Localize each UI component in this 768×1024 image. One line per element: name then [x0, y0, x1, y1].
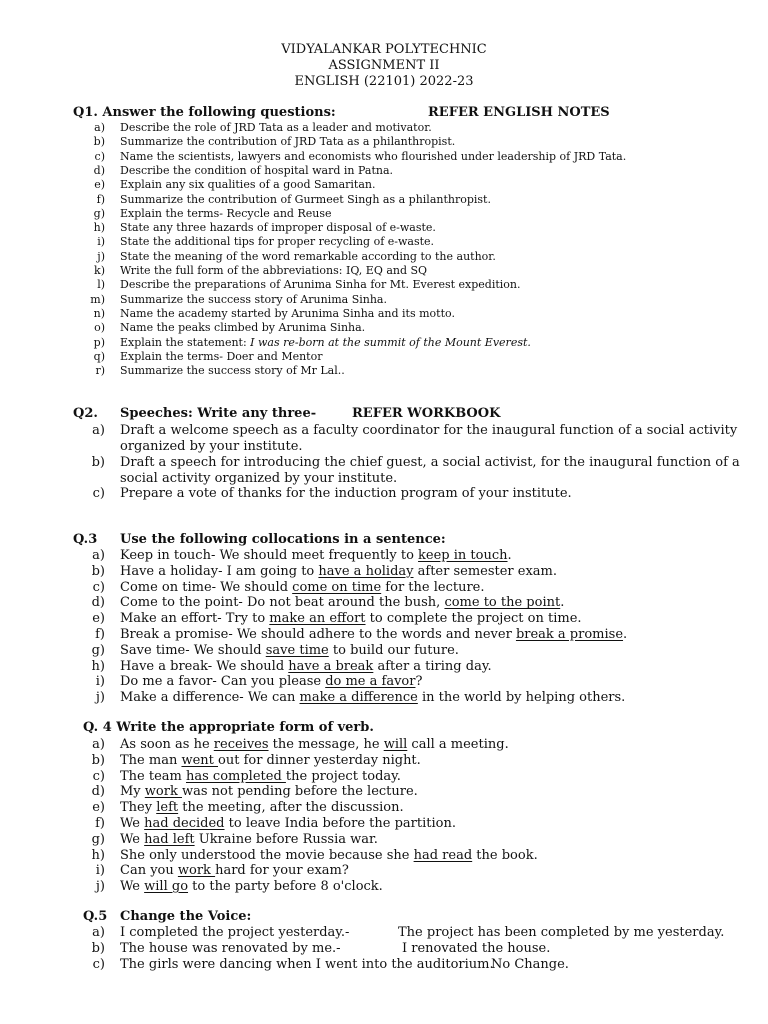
underlined-answer: make an effort [269, 611, 366, 627]
item-label: c) [92, 768, 105, 784]
item-label: h) [93, 221, 105, 235]
item-sentence [120, 627, 627, 642]
underlined-answer: have a break [288, 658, 374, 674]
item-label: f) [96, 192, 105, 206]
item-text: I completed the project yesterday.- [120, 925, 350, 940]
item-sentence [120, 832, 378, 847]
underlined-answer: has completed [186, 768, 286, 784]
item-label: b) [91, 752, 105, 768]
sentence-start: Save time- We should [120, 642, 266, 658]
item-text-line: Prepare a vote of thanks for the induction program of your institute. [120, 486, 572, 501]
text: Summarize the success story of Mr Lal.. [120, 364, 345, 378]
item-label: e) [92, 800, 105, 816]
underlined-answer: do me a favor [325, 674, 416, 690]
item-text [120, 307, 455, 320]
sentence-end: . [560, 595, 565, 611]
text: Name the academy started by Arunima Sinha and its motto. [120, 306, 455, 320]
underlined-answer: will go [144, 879, 189, 895]
item-sentence [120, 690, 625, 705]
assignment-title: ASSIGNMENT II [328, 58, 440, 73]
underlined-answer: have a holiday [318, 563, 414, 579]
underlined-answer: keep in touch [418, 548, 508, 563]
sentence-end: to the party before 8 o'clock. [188, 879, 383, 895]
underlined-answer: save time [265, 642, 329, 658]
text: Explain the terms- Recycle and Reuse [120, 206, 332, 220]
sentence-end: to complete the project on time. [365, 611, 582, 627]
text: Summarize the contribution of JRD Tata as a philanthropist. [120, 135, 456, 149]
sentence-end: to build our future. [328, 642, 459, 658]
item-text [120, 178, 375, 191]
sentence-start: Do me a favor- Can you please [120, 674, 326, 690]
item-sentence [120, 674, 422, 689]
item-sentence [120, 848, 538, 863]
item-text [120, 321, 365, 334]
item-label: j) [95, 879, 105, 895]
italic-quote: I was re-born at the summit of the Mount Everest. [250, 335, 531, 349]
item-answer: The project has been completed by me yesterday. [398, 925, 725, 940]
item-text [120, 121, 432, 134]
text: Explain the statement: [120, 335, 251, 349]
item-sentence [120, 611, 582, 626]
sentence-start: As soon as he [120, 737, 214, 752]
item-sentence [120, 784, 418, 799]
text: Summarize the contribution of Gurmeet Singh as a philanthropist. [120, 192, 491, 206]
sentence-start: We [120, 831, 145, 847]
item-label: i) [97, 235, 105, 249]
sentence-start: Can you [120, 863, 178, 879]
item-label: d) [91, 784, 105, 800]
sentence-end: was not pending before the lecture. [181, 784, 418, 800]
item-label: f) [95, 627, 105, 642]
sentence-start: Make an effort- Try to [120, 611, 270, 627]
item-label: a) [92, 925, 105, 940]
sentence-end: Ukraine before Russia war. [194, 831, 378, 847]
item-label: d) [93, 163, 105, 177]
sentence-end: hard for your exam? [215, 863, 349, 879]
sentence-end: in the world by helping others. [417, 690, 626, 706]
item-text [120, 350, 323, 363]
q2-title: Speeches: Write any three- [120, 406, 317, 421]
item-text [120, 364, 345, 377]
item-text [120, 278, 521, 291]
item-label: q) [93, 349, 105, 363]
q3-title: Use the following collocations in a sentence: [120, 532, 446, 547]
item-sentence [120, 737, 509, 752]
sentence-end: . [623, 627, 628, 642]
item-label: b) [93, 135, 105, 149]
text: Explain the terms- Doer and Mentor [120, 349, 323, 363]
text: Write the full form of the abbreviations: IQ, EQ and SQ [120, 264, 428, 277]
sentence-start: My [120, 784, 145, 800]
underlined-answer: had decided [144, 816, 225, 831]
item-sentence [120, 800, 404, 815]
item-label: d) [91, 595, 105, 611]
sentence-start: Have a break- We should [120, 658, 289, 674]
item-label: h) [91, 847, 105, 863]
text: State the additional tips for proper recycling of e-waste. [120, 235, 435, 249]
item-sentence [120, 879, 383, 894]
sentence-end: ? [415, 674, 423, 690]
item-text-line: Draft a speech for introducing the chief guest, a social activist, for the inaugural function of a [120, 455, 740, 470]
text: Summarize the success story of Arunima Sinha. [120, 292, 387, 306]
item-label: c) [92, 486, 105, 501]
underlined-answer: come on time [292, 579, 382, 595]
item-sentence [120, 580, 484, 595]
item-answer: I renovated the house. [402, 941, 551, 956]
q5-title: Change the Voice: [120, 909, 252, 924]
sentence-start: She only understood the movie because she [120, 847, 414, 863]
sentence-end: after semester exam. [413, 563, 558, 579]
q5-number: Q.5 [83, 909, 108, 924]
sentence-start: Come on time- We should [120, 579, 293, 595]
item-label: o) [94, 321, 105, 335]
text: Describe the condition of hospital ward in Patna. [120, 163, 394, 177]
item-label: e) [94, 178, 105, 192]
item-label: g) [93, 206, 105, 220]
sentence-start: Make a difference- We can [120, 690, 300, 706]
text: State the meaning of the word remarkable according to the author. [120, 249, 496, 263]
item-label: l) [97, 278, 105, 292]
q2-reference: REFER WORKBOOK [352, 406, 501, 421]
sentence-end: the book. [472, 847, 538, 863]
item-label: k) [94, 264, 105, 277]
item-label: g) [91, 642, 105, 658]
sentence-start: Break a promise- We should adhere to the words and never [120, 627, 516, 642]
text: Describe the role of JRD Tata as a leader and motivator. [120, 121, 432, 134]
item-text [120, 150, 626, 163]
underlined-answer: left [156, 800, 179, 816]
item-label: a) [92, 737, 105, 752]
item-text [120, 235, 434, 248]
sentence-end: for the lecture. [381, 579, 485, 595]
item-text [120, 193, 491, 206]
college-name: VIDYALANKAR POLYTECHNIC [281, 42, 487, 57]
item-label: j) [95, 690, 105, 706]
sentence-end: . [507, 548, 512, 563]
item-text: The house was renovated by me.- [120, 941, 341, 956]
item-text [120, 293, 387, 306]
item-text [120, 264, 427, 277]
item-label: p) [93, 335, 105, 349]
item-answer: No Change. [491, 957, 569, 972]
item-text [120, 207, 332, 220]
text: Name the peaks climbed by Arunima Sinha. [120, 321, 366, 335]
sentence-start: Have a holiday- I am going to [120, 563, 319, 579]
item-label: n) [93, 306, 105, 320]
q2-number: Q2. [73, 406, 98, 421]
item-label: i) [95, 674, 105, 690]
q3-number: Q.3 [73, 532, 98, 547]
underlined-answer: work [144, 784, 182, 800]
text: Name the scientists, lawyers and economists who flourished under leadership of JRD Tata. [120, 149, 627, 163]
item-label: b) [91, 455, 105, 470]
sentence-end: out for dinner yesterday night. [218, 752, 421, 768]
sentence-end: the project today. [285, 768, 401, 784]
underlined-answer: work [177, 863, 216, 879]
course-code: ENGLISH (22101) 2022-23 [294, 74, 474, 89]
item-text [120, 135, 455, 148]
sentence-start: Come to the point- Do not beat around the bush, [120, 595, 445, 611]
item-sentence [120, 753, 421, 768]
item-label: a) [94, 121, 105, 134]
item-text [120, 221, 436, 234]
underlined-answer: went [181, 752, 219, 768]
sentence-start: The man [120, 752, 182, 768]
item-label: b) [91, 941, 105, 956]
item-sentence [120, 769, 401, 784]
underlined-answer: had left [144, 831, 195, 847]
item-text [120, 336, 531, 349]
sentence-start: Keep in touch- We should meet frequently to [120, 548, 419, 563]
text: Describe the preparations of Arunima Sinha for Mt. Everest expedition. [120, 278, 521, 292]
sentence-end: after a tiring day. [373, 658, 492, 674]
sentence-start: They [120, 800, 157, 816]
underlined-answer: make a difference [299, 690, 418, 706]
q4-title: Q. 4 Write the appropriate form of verb. [83, 720, 374, 735]
item-text [120, 250, 496, 263]
underlined-answer: break a promise [515, 627, 624, 642]
item-sentence [120, 863, 349, 878]
item-sentence [120, 564, 557, 579]
underlined-answer-2: will [383, 737, 408, 752]
item-label: m) [90, 292, 105, 306]
item-sentence [120, 595, 564, 610]
item-label: a) [92, 423, 105, 438]
item-sentence [120, 816, 456, 831]
item-text: The girls were dancing when I went into the auditorium. [120, 957, 494, 972]
item-label: r) [95, 364, 105, 378]
item-label: c) [92, 579, 105, 595]
item-text-line: organized by your institute. [120, 439, 303, 454]
sentence-start: We [120, 879, 145, 895]
text: State any three hazards of improper disposal of e-waste. [120, 221, 436, 235]
item-label: c) [92, 957, 105, 972]
item-label: h) [91, 658, 105, 674]
item-label: f) [95, 816, 105, 831]
item-text-line: Draft a welcome speech as a faculty coordinator for the inaugural function of a social activity [120, 423, 738, 438]
item-label: e) [92, 611, 105, 627]
sentence-end: to leave India before the partition. [224, 816, 456, 831]
item-label: c) [94, 149, 105, 163]
item-sentence [120, 643, 459, 658]
underlined-answer: come to the point [444, 595, 561, 611]
item-label: i) [95, 863, 105, 879]
q1-title: Q1. Answer the following questions: [73, 105, 336, 120]
sentence-end: call a meeting. [407, 737, 509, 752]
q1-reference: REFER ENGLISH NOTES [428, 105, 610, 120]
item-text-line: social activity organized by your institute. [120, 471, 398, 486]
item-label: b) [91, 563, 105, 579]
item-sentence [120, 659, 492, 674]
text: Explain any six qualities of a good Samaritan. [120, 178, 376, 192]
item-label: a) [92, 548, 105, 563]
item-label: j) [97, 249, 105, 263]
sentence-start: We [120, 816, 145, 831]
underlined-answer: receives [213, 737, 269, 752]
item-label: g) [91, 831, 105, 847]
sentence-middle: the message, he [268, 737, 384, 752]
sentence-end: the meeting, after the discussion. [178, 800, 404, 816]
sentence-start: The team [120, 768, 186, 784]
underlined-answer: had read [413, 847, 473, 863]
item-text [120, 164, 393, 177]
item-sentence [120, 548, 512, 563]
